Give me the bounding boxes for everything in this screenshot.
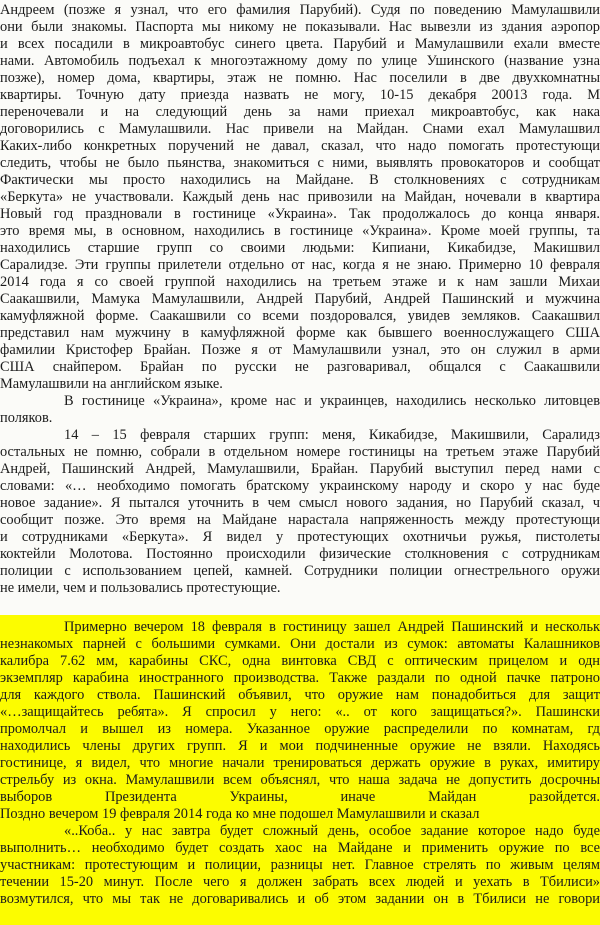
text-line-highlighted: Поздно вечером 19 февраля 2014 года ко мне подошел Мамулашвили и сказал [0,806,600,823]
text-line: нами. Автомобиль подъехал к многоэтажному дому по улице Ушинского (название узна [0,53,600,69]
text-line-highlighted: выполнить… необходимо будет создать хаос на Майдане и применить оружие по все [0,840,600,856]
text-line-highlighted: для каждого ствола. Пашинский объявил, что оружие нам понадобиться для защит [0,687,600,703]
text-line: представил нам мужчину в камуфляжной форме как бывшего военнослужащего США [0,325,600,341]
text-line: полиции с использованием цепей, камней. Сотрудники полиции огнестрельного оружи [0,563,600,579]
text-line-highlighted: стрельбу из окна. Мамулашвили всем объяснял, что наша задача не допустить досрочны [0,772,600,788]
text-line: Мамулашвили на английском языке. [0,376,223,392]
text-line: США снайпером. Брайан по русски не разговаривал, общался с Саакашвили [0,359,600,375]
text-line: Андрей, Пашинский Андрей, Мамулашвили, Брайан. Парубий выступил перед нами с [0,461,600,477]
text-line: находились старшие групп со своими людьми: Кипиани, Кикабидзе, Макишвил [0,240,600,256]
text-line-highlighted: «…защищайтесь ребята». Я спросил у него: «.. от кого защищаться?». Пашински [0,704,600,720]
text-line-highlighted: участникам: протестующим и полиции, разницы нет. Главное стрелять по живым целям [0,857,600,873]
text-line: позже), номер дома, квартиры, этаж не помню. Нас поселили в две двухкомнатны [0,70,600,86]
text-line-highlighted: экземпляр карабина иностранного производства. Также раздали по одной пачке патроно [0,670,600,686]
text-line-highlighted: выборов Президента Украины, иначе Майдан разойдется. [0,789,600,805]
text-line-highlighted [0,908,600,925]
text-line: Андреем (позже я узнал, что его фамилия Парубий). Судя по поведению Мамулашвили [0,2,600,18]
text-line: не имели, чем и пользовались протестующие. [0,580,281,596]
text-line: сообщит позже. Это время на Майдане нарастала напряженность между протестующи [0,512,600,528]
text-line: новое задание». Я пытался уточнить в чем смысл нового задания, но Парубий сказал, ч [0,495,600,511]
text-line-highlighted: калибра 7.62 мм, карабины СКС, одна винтовка СВД с оптическим прицелом и одн [0,653,600,669]
text-line-highlighted: Примерно вечером 18 февраля в гостиницу зашел Андрей Пашинский и нескольк [0,619,600,636]
text-line: В гостинице «Украина», кроме нас и украинцев, находились несколько литовцев [64,393,600,409]
text-line: они были знакомы. Паспорта мы никому не показывали. Нас вывезли из здания аэропор [0,19,600,35]
text-line: квартиры. Точную дату приезда назвать не могу, 10-15 декабря 20013 года. М [0,87,600,103]
text-line-highlighted: промолчал и вышел из номера. Указанное оружие распределили по комнатам, гд [0,721,600,737]
text-line: Саралидзе. Эти группы прилетели отдельно от нас, когда я не знаю. Примерно 10 февраля [0,257,600,273]
text-line: договорились с Мамулашвили. Нас привели на Майдан. Снами ехал Мамулашвил [0,121,600,137]
text-line-highlighted: возмутился, что мы так не договаривались и об этом задании он в Тбилиси не говори [0,891,600,907]
text-line: Новый год праздновали в гостинице «Украина». Так продолжалось до конца января. [0,206,600,222]
text-line: «Беркута» не участвовали. Каждый день нас привозили на Майдан, ночевали в квартира [0,189,600,205]
text-line: переночевали и на следующий день за нами приехал микроавтобус, как нака [0,104,600,120]
text-line: и сотрудниками «Беркута». Я видел у протестующих охотничьи ружья, пистолеты [0,529,600,545]
text-line: фамилии Кристофер Брайан. Позже я от Мамулашвили узнал, это он служил в арми [0,342,600,358]
text-line: остальных не помню, собрали в отдельном номере гостиницы на третьем этаже Парубий [0,444,600,460]
text-line: поляков. [0,410,53,426]
text-line-highlighted: течении 15-20 минут. После чего я должен забрать всех людей и уехать в Тбилиси» [0,874,600,890]
text-line: и всех посадили в микроавтобус синего цвета. Парубий и Мамулашвили ехали вместе [0,36,600,52]
text-line: словами: «… необходимо помогать братскому украинскому народу и скоро у нас буде [0,478,600,494]
text-line: это время мы, в основном, находились в гостинице «Украина». Кроме моей группы, та [0,223,600,239]
text-line: коктейли Молотова. Постоянно происходили физические столкновения с сотрудникам [0,546,600,562]
text-line: 14 – 15 февраля старших групп: меня, Кикабидзе, Макишвили, Саралидз [64,427,600,443]
text-line: следить, чтобы не было пьянства, знакомиться с ними, выявлять провокаторов и сообщат [0,155,600,171]
text-line: Каких-либо конкретных поручений не давал, сказал, что надо помогать протестующи [0,138,600,154]
text-line: камуфляжной форме. Саакашвили со всеми поздоровался, увидев земляков. Саакашвил [0,308,600,324]
text-line-highlighted: незнакомых парней с большими сумками. Они достали из сумок: автоматы Калашников [0,636,600,652]
text-line: Саакашвили, Мамука Мамулашвили, Андрей Парубий, Андрей Пашинский и мужчина [0,291,600,307]
text-line-highlighted: находились члены других групп. Я и мои подчиненные оружие не взяли. Находясь [0,738,600,754]
text-line: Фактически мы просто находились на Майдане. В столкновениях с сотрудникам [0,172,600,188]
text-line-highlighted: гостинице, я видел, что многие начали тренироваться держать оружие в руках, имитиру [0,755,600,771]
text-line: 2014 года я со своей группой находились на третьем этаже и к нам зашли Михаи [0,274,600,290]
text-line-highlighted: «..Коба.. у нас завтра будет сложный день, особое задание которое надо буде [0,823,600,840]
